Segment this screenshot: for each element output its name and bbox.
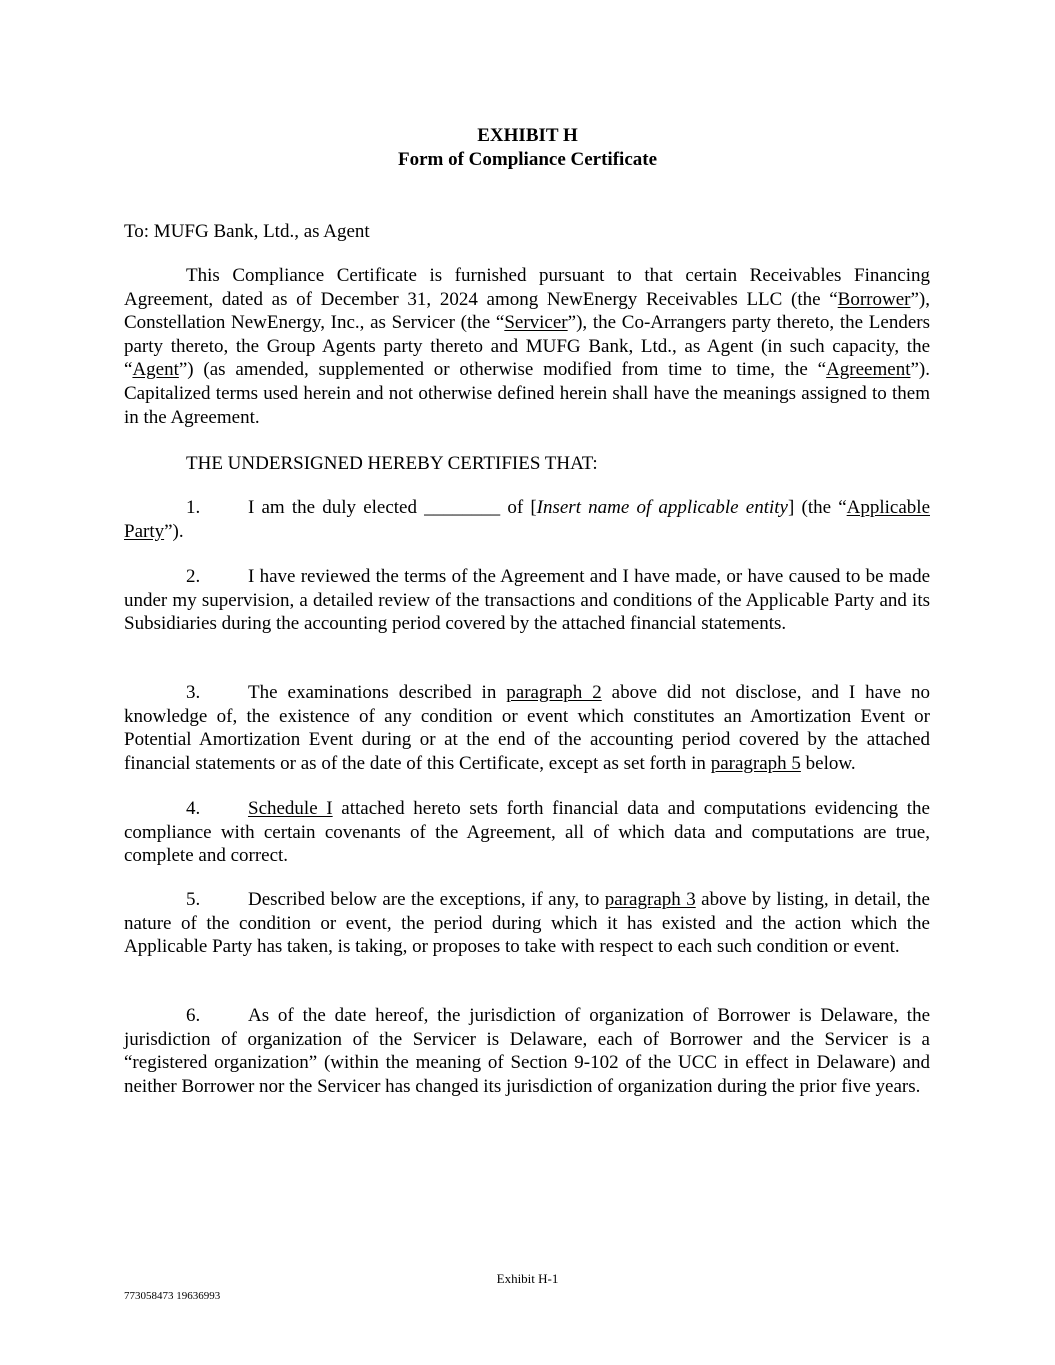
paragraph-number: 4. bbox=[186, 798, 201, 819]
paragraph-number: 6. bbox=[186, 1005, 201, 1026]
p3-text-1: The examinations described in bbox=[248, 682, 507, 703]
exhibit-subtitle: Form of Compliance Certificate bbox=[397, 149, 658, 170]
p6-text: As of the date hereof, the jurisdiction of organization of Borrower is Delaware, the jurisdiction of organization of the Servicer is Delaware, each of Borrower and the Servicer is a “registered organization” (within the meaning of Section 9-102 of the UCC in effect in Delaware) and neither Borrower nor the Servicer has changed its jurisdiction of organization during the prior five years. bbox=[124, 1005, 930, 1097]
defined-term-servicer: Servicer bbox=[504, 312, 568, 334]
intro-text-4: ”) (as amended, supplemented or otherwise modified from time to time, the “ bbox=[178, 359, 827, 381]
exhibit-title: EXHIBIT H bbox=[477, 125, 578, 146]
paragraph-number: 1. bbox=[186, 497, 201, 518]
p1-text-3: ”). bbox=[164, 520, 184, 542]
addressee-line: To: MUFG Bank, Ltd., as Agent bbox=[124, 221, 370, 242]
p5-text-1: Described below are the exceptions, if any, to bbox=[248, 889, 605, 910]
certifies-line: THE UNDERSIGNED HEREBY CERTIFIES THAT: bbox=[186, 453, 598, 474]
paragraph-number: 2. bbox=[186, 566, 201, 587]
p3-text-3: below. bbox=[800, 752, 856, 774]
paragraph-3 bbox=[124, 681, 930, 775]
cross-reference-paragraph-2: paragraph 2 bbox=[506, 682, 602, 703]
p1-placeholder: Insert name of applicable entity bbox=[536, 497, 788, 518]
paragraph-4 bbox=[124, 797, 930, 868]
defined-term-applicable-party: Applicable Party bbox=[124, 497, 930, 542]
page-footer-label: Exhibit H-1 bbox=[496, 1271, 559, 1286]
p5-text-2: above by listing, in detail, the nature of the condition or event, the period during which it has existed and the action which the Applicable Party has taken, is taking, or proposes to take with respect to each such condition or event. bbox=[124, 889, 930, 958]
p4-text: attached hereto sets forth financial data and computations evidencing the compliance with certain covenants of the Agreement, all of which data and computations are true, complete and correct. bbox=[124, 798, 930, 867]
intro-text-1: This Compliance Certificate is furnished pursuant to that certain Receivables Financing Agreement, dated as of December 31, 2024 among NewEnergy Receivables LLC (the “ bbox=[124, 265, 930, 310]
defined-term-borrower: Borrower bbox=[837, 288, 911, 310]
intro-paragraph bbox=[124, 264, 930, 429]
intro-text-2: ”), Constellation NewEnergy, Inc., as Servicer (the “ bbox=[124, 288, 930, 334]
defined-term-agreement: Agreement bbox=[826, 359, 911, 381]
p1-text-1: I am the duly elected ________ of [ bbox=[248, 497, 537, 518]
defined-term-agent: Agent bbox=[132, 359, 179, 381]
paragraph-1 bbox=[124, 496, 930, 543]
paragraph-2 bbox=[124, 565, 930, 636]
cross-reference-schedule-i: Schedule I bbox=[248, 798, 333, 819]
document-id: 773058473 19636993 bbox=[124, 1290, 221, 1302]
p3-text-2: above did not disclose, and I have no knowledge of, the existence of any condition or event which constitutes an Amortization Event or Potential Amortization Event during or at the end of the accounting period covered by the attached financial statements or as of the date of this Certificate, except as set forth in bbox=[124, 682, 930, 774]
intro-text-3: ”), the Co-Arrangers party thereto, the Lenders party thereto, the Group Agents party thereto and MUFG Bank, Ltd., as Agent (in such capacity, the “ bbox=[124, 312, 930, 381]
paragraph-number: 3. bbox=[186, 682, 201, 703]
paragraph-number: 5. bbox=[186, 889, 201, 910]
p1-text-2: ] (the “ bbox=[788, 497, 847, 518]
paragraph-5 bbox=[124, 888, 930, 959]
cross-reference-paragraph-5: paragraph 5 bbox=[710, 752, 801, 774]
paragraph-6 bbox=[124, 1004, 930, 1098]
intro-text-5: ”). Capitalized terms used herein and not otherwise defined herein shall have the meanings assigned to them in the Agreement. bbox=[124, 359, 930, 428]
cross-reference-paragraph-3: paragraph 3 bbox=[604, 889, 696, 910]
p2-text: I have reviewed the terms of the Agreement and I have made, or have caused to be made under my supervision, a detailed review of the transactions and conditions of the Applicable Party and its Subsidiaries during the accounting period covered by the attached financial statements. bbox=[124, 566, 930, 635]
